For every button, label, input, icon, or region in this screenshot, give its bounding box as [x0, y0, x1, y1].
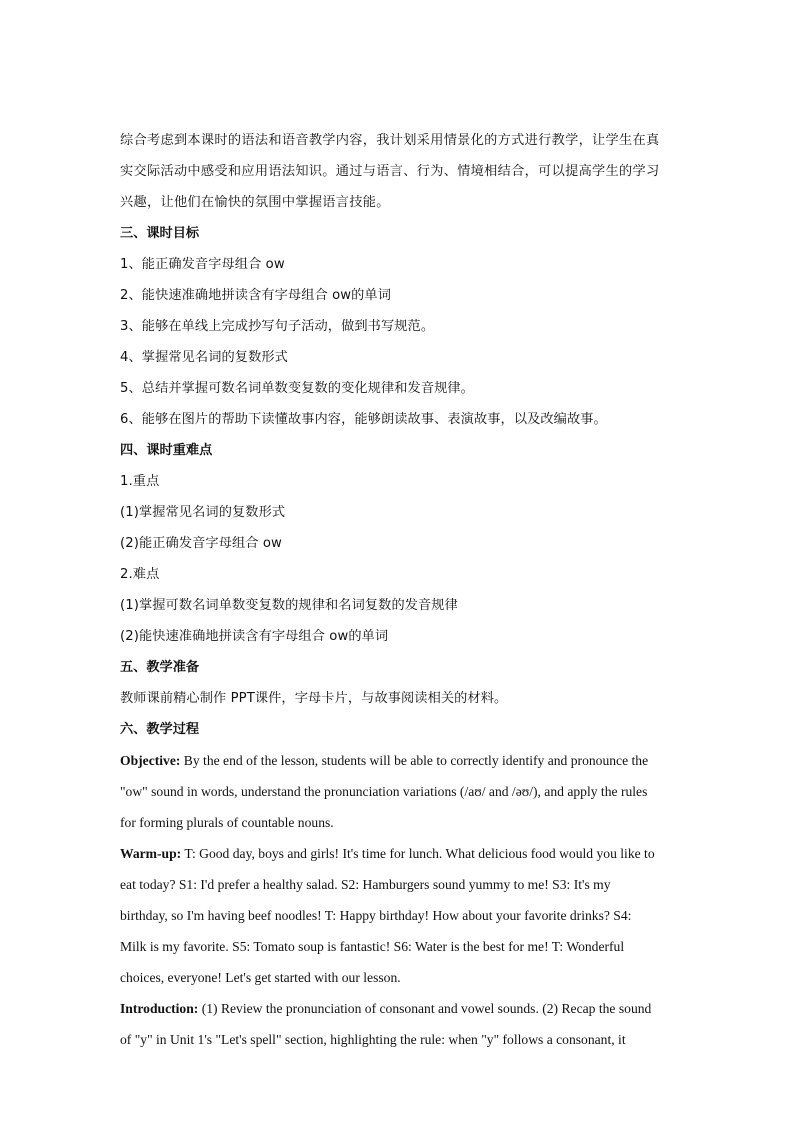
list-item: 1、能正确发音字母组合 ow [120, 257, 285, 272]
paragraph-line: 实交际活动中感受和应用语法知识。通过与语言、行为、情境相结合，可以提高学生的学习 [120, 164, 660, 179]
list-item: (1)掌握常见名词的复数形式 [120, 505, 286, 520]
paragraph-line: "ow" sound in words, understand the pronunciation variations (/aʊ/ and /əʊ/), and apply the rules [120, 784, 648, 799]
section-heading-key-points: 四、课时重难点 [120, 443, 213, 458]
paragraph-line: 综合考虑到本课时的语法和语音教学内容，我计划采用情景化的方式进行教学，让学生在真 [120, 133, 660, 148]
paragraph-text: T: Good day, boys and girls! It's time for lunch. What delicious food would you like to [181, 846, 655, 861]
list-item: 5、总结并掌握可数名词单数变复数的变化规律和发音规律。 [120, 381, 474, 396]
document-page [120, 125, 680, 1055]
section-heading-preparation: 五、教学准备 [120, 660, 200, 675]
section-heading-objectives: 三、课时目标 [120, 226, 200, 241]
paragraph-line: for forming plurals of countable nouns. [120, 815, 334, 830]
paragraph-text: By the end of the lesson, students will be able to correctly identify and pronounce the [180, 753, 649, 768]
warmup-label: Warm-up: [120, 846, 182, 861]
list-item: 3、能够在单线上完成抄写句子活动，做到书写规范。 [120, 319, 435, 334]
paragraph-line [120, 745, 680, 776]
key-points-label: 1.重点 [120, 474, 160, 489]
list-item: (1)掌握可数名词单数变复数的规律和名词复数的发音规律 [120, 598, 458, 613]
list-item: 4、掌握常见名词的复数形式 [120, 350, 288, 365]
introduction-label: Introduction: [120, 1001, 199, 1016]
objectives-list [120, 249, 680, 435]
preparation-text: 教师课前精心制作 PPT课件，字母卡片，与故事阅读相关的材料。 [120, 691, 508, 706]
paragraph-line: of "y" in Unit 1's "Let's spell" section, highlighting the rule: when "y" follows a consonant, it [120, 1032, 626, 1047]
list-item: (2)能快速准确地拼读含有字母组合 ow的单词 [120, 629, 389, 644]
list-item: 2、能快速准确地拼读含有字母组合 ow的单词 [120, 288, 392, 303]
warmup-paragraph [120, 838, 680, 993]
intro-paragraph [120, 125, 680, 218]
objective-paragraph [120, 745, 680, 838]
paragraph-line [120, 838, 680, 869]
paragraph-text: (1) Review the pronunciation of consonant and vowel sounds. (2) Recap the sound [198, 1001, 652, 1016]
objective-label: Objective: [120, 753, 181, 768]
paragraph-line: Milk is my favorite. S5: Tomato soup is fantastic! S6: Water is the best for me! T: Wonderful [120, 939, 625, 954]
paragraph-line: eat today? S1: I'd prefer a healthy salad. S2: Hamburgers sound yummy to me! S3: It's my [120, 877, 611, 892]
section-heading-process: 六、教学过程 [120, 722, 200, 737]
paragraph-line: birthday, so I'm having beef noodles! T: Happy birthday! How about your favorite drinks? S4: [120, 908, 632, 923]
list-item: (2)能正确发音字母组合 ow [120, 536, 282, 551]
introduction-paragraph [120, 993, 680, 1055]
paragraph-line [120, 993, 680, 1024]
list-item: 6、能够在图片的帮助下读懂故事内容，能够朗读故事、表演故事，以及改编故事。 [120, 412, 607, 427]
difficult-points-label: 2.难点 [120, 567, 160, 582]
paragraph-line: 兴趣，让他们在愉快的氛围中掌握语言技能。 [120, 195, 390, 210]
paragraph-line: choices, everyone! Let's get started with our lesson. [120, 970, 401, 985]
